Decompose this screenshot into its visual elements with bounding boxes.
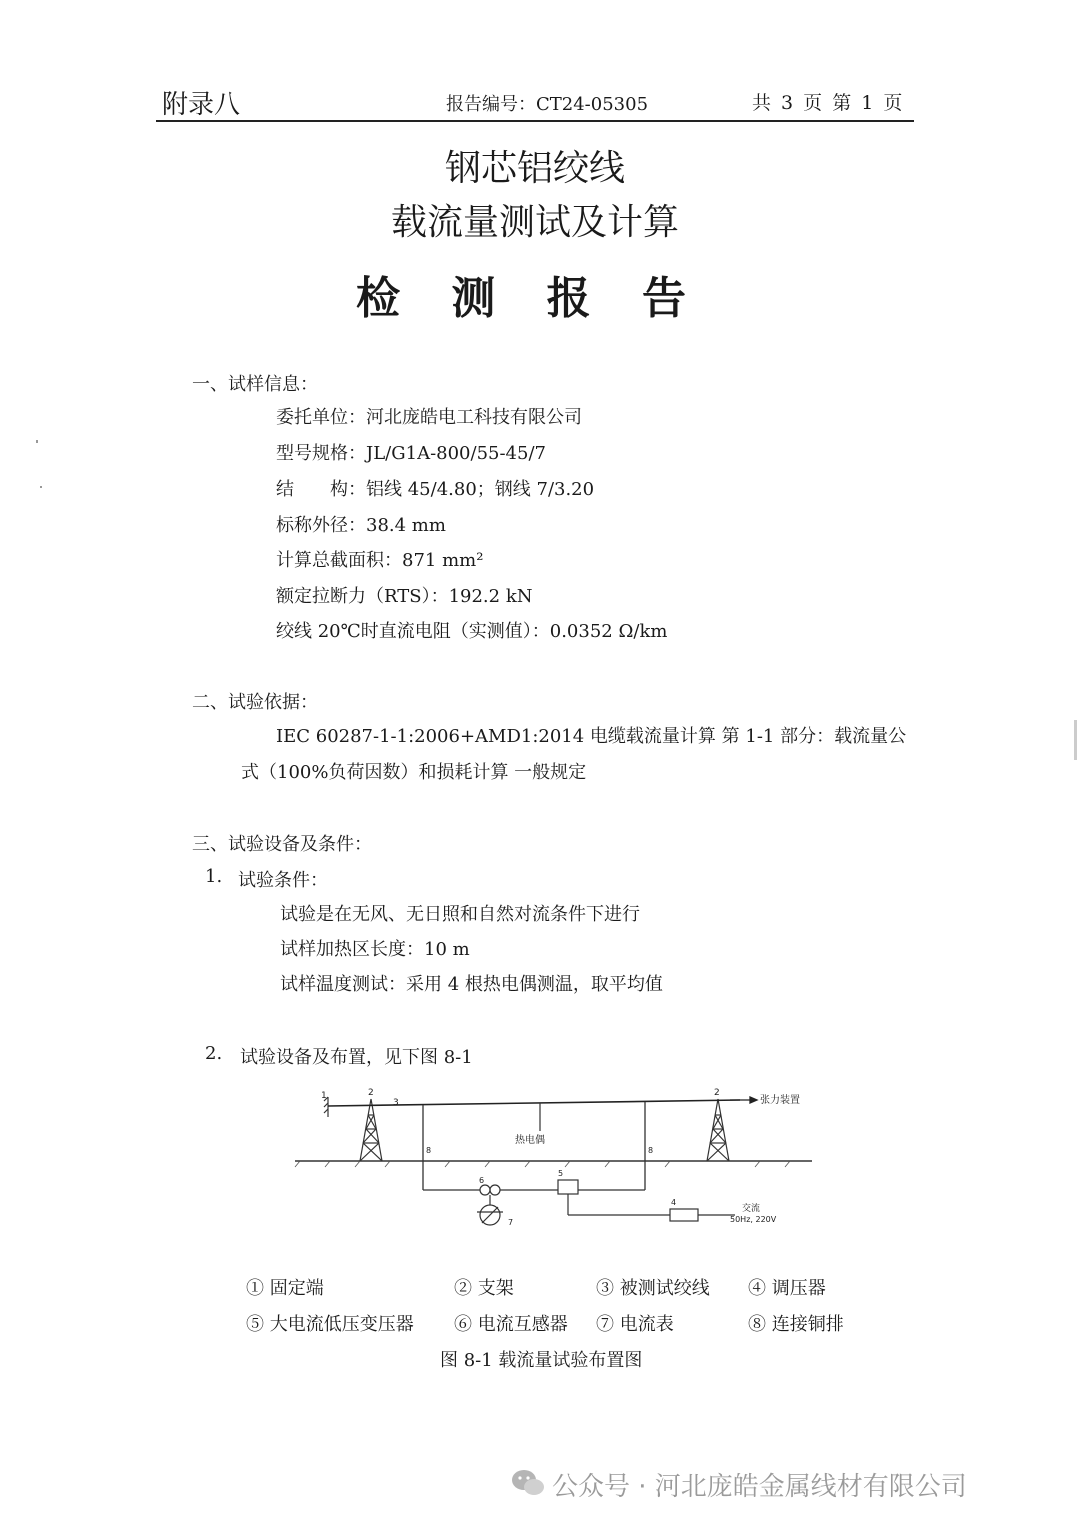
- title-line-2: 载流量测试及计算: [390, 202, 679, 243]
- scan-speck: [40, 486, 42, 488]
- label-ac: 交流: [742, 1204, 761, 1214]
- section-2-heading: 二、试验依据：: [192, 692, 318, 713]
- tension-arrow: [730, 1097, 757, 1103]
- title-line-1: 钢芯铝绞线: [444, 148, 625, 189]
- cross-section-area: 计算总截面积：871 mm²: [276, 550, 484, 571]
- report-number: 报告编号：CT24-05305: [446, 94, 649, 115]
- label-n2-right: 2: [714, 1088, 720, 1098]
- ammeter: [477, 1195, 503, 1225]
- condition-1: 试验是在无风、无日照和自然对流条件下进行: [280, 904, 640, 925]
- scan-speck: [36, 440, 38, 443]
- conditions-title: 试验条件：: [238, 870, 328, 891]
- label-n5: 5: [558, 1169, 564, 1178]
- label-n8-left: 8: [426, 1146, 432, 1155]
- label-ac-spec: 50Hz, 220V: [730, 1215, 777, 1224]
- left-support-tower: [360, 1099, 382, 1161]
- rated-tensile-strength: 额定拉断力（RTS）：192.2 kN: [276, 586, 533, 607]
- setup-number: 2.: [205, 1043, 223, 1064]
- client: 委托单位：河北庞皓电工科技有限公司: [276, 407, 582, 428]
- legend-ammeter: ⑦ 电流表: [596, 1314, 674, 1335]
- voltage-regulator: [670, 1209, 735, 1221]
- label-n1: 1: [321, 1091, 327, 1101]
- diameter: 标称外径：38.4 mm: [276, 515, 446, 536]
- ground-line: [295, 1161, 812, 1167]
- label-n6: 6: [479, 1176, 485, 1185]
- condition-3: 试样温度测试：采用 4 根热电偶测温，取平均值: [280, 974, 663, 995]
- current-transformer: [480, 1185, 500, 1195]
- legend-fixed-end: ① 固定端: [246, 1278, 324, 1299]
- legend-tested-conductor: ③ 被测试绞线: [596, 1278, 710, 1299]
- section-3-heading: 三、试验设备及条件：: [192, 834, 372, 855]
- section-1-heading: 一、试样信息：: [192, 374, 318, 395]
- watermark: 公众号 · 河北庞皓金属线材有限公司: [552, 1472, 967, 1502]
- header-rule: [156, 120, 914, 122]
- test-conductor: [328, 1100, 740, 1106]
- copper-busbars-and-circuit: [423, 1102, 645, 1190]
- standard-line-1: IEC 60287-1-1:2006+AMD1:2014 电缆载流量计算 第 1-1 部分：载流量公: [276, 726, 907, 747]
- setup-title: 试验设备及布置，见下图 8-1: [240, 1047, 473, 1068]
- condition-2: 试样加热区长度：10 m: [280, 939, 470, 960]
- structure: 结 构：铝线 45/4.80；钢线 7/3.20: [276, 479, 595, 500]
- label-tension-device: 张力装置: [760, 1095, 800, 1106]
- transformer-box: [558, 1180, 670, 1215]
- right-support-tower: [707, 1099, 729, 1161]
- title-line-3: 检 测 报 告: [356, 273, 704, 324]
- test-layout-diagram: [290, 1085, 820, 1235]
- label-n4: 4: [671, 1198, 677, 1207]
- label-n3: 3: [393, 1098, 399, 1108]
- wechat-icon: [510, 1468, 546, 1498]
- legend-copper-busbar: ⑧ 连接铜排: [748, 1314, 844, 1335]
- conditions-number: 1.: [205, 866, 223, 887]
- label-n7: 7: [508, 1218, 514, 1227]
- appendix-label: 附录八: [162, 90, 241, 120]
- legend-transformer: ⑤ 大电流低压变压器: [246, 1314, 414, 1335]
- legend-regulator: ④ 调压器: [748, 1278, 826, 1299]
- page-info: 共 3 页 第 1 页: [752, 92, 905, 114]
- legend-current-transformer: ⑥ 电流互感器: [454, 1314, 568, 1335]
- legend-support: ② 支架: [454, 1278, 514, 1299]
- scan-edge: [1074, 720, 1077, 760]
- model: 型号规格：JL/G1A-800/55-45/7: [276, 443, 546, 464]
- figure-caption: 图 8-1 载流量试验布置图: [440, 1350, 643, 1371]
- label-n2-left: 2: [368, 1088, 374, 1098]
- standard-line-2: 式（100%负荷因数）和损耗计算 一般规定: [241, 762, 587, 783]
- label-n8-right: 8: [648, 1146, 654, 1155]
- label-thermocouple: 热电偶: [515, 1135, 545, 1146]
- dc-resistance: 绞线 20℃时直流电阻（实测值）：0.0352 Ω/km: [276, 621, 668, 642]
